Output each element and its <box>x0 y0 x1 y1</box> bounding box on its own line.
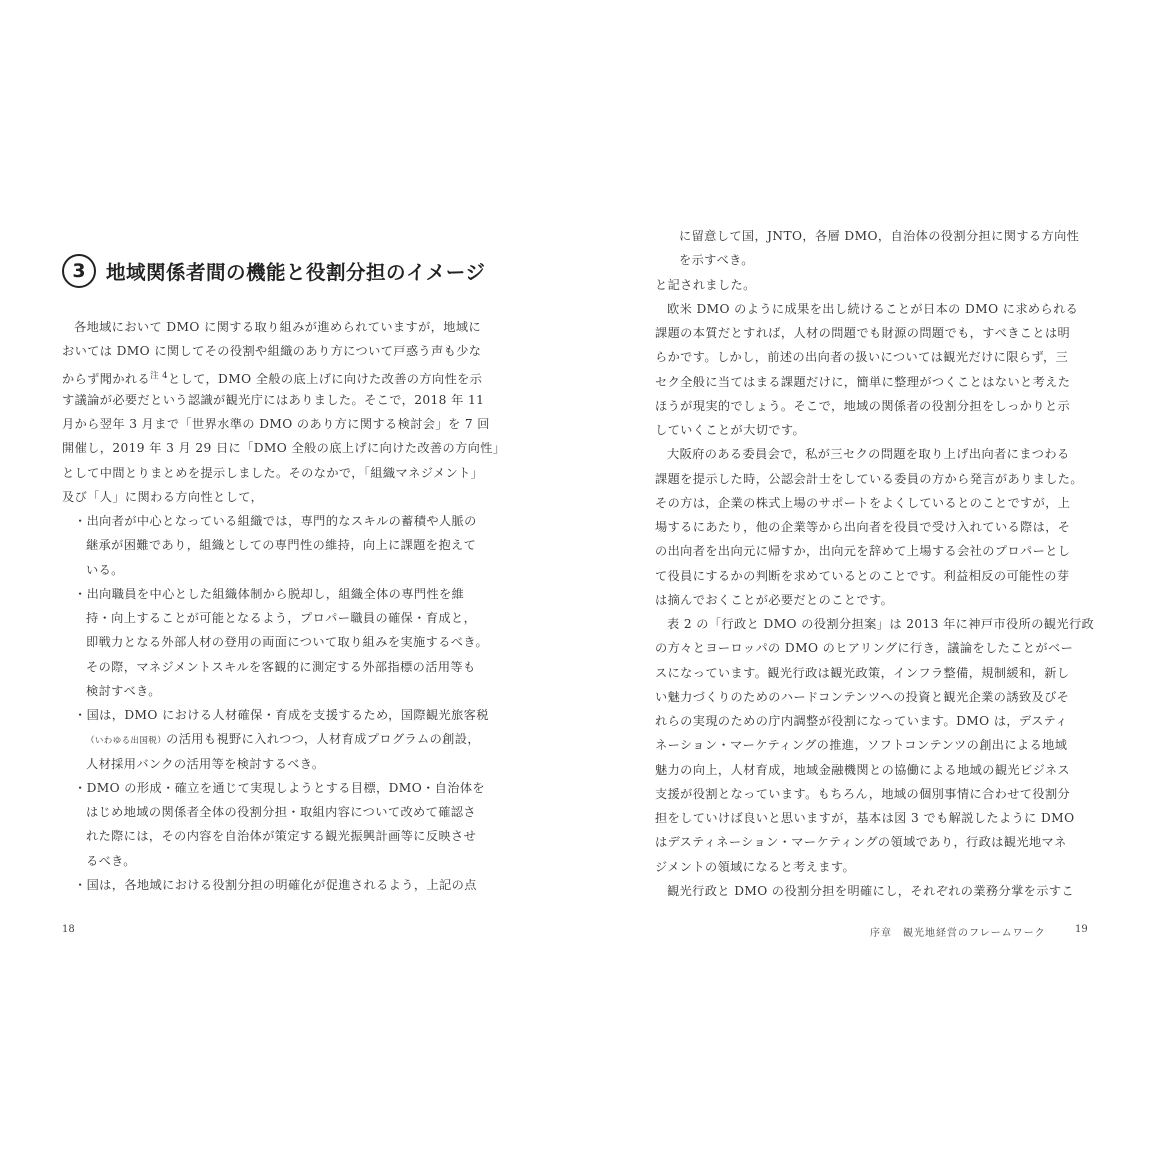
text-line: の方々とヨーロッパの DMO のヒアリングに行き，議論をしたことがベー <box>655 641 1074 656</box>
text-line: の出向者を出向元に帰すか，出向元を辞めて上場する会社のプロパーとし <box>655 544 1071 559</box>
text-line: していくことが大切です。 <box>655 423 806 437</box>
text-line: て役員にするかの判断を求めているとのことです。利益相反の可能性の芽 <box>655 568 1070 583</box>
text-line: 月から翌年 3 月まで「世界水準の DMO のあり方に関する検討会」を 7 回 <box>62 417 490 431</box>
text-line: 観光行政と DMO の役割分担を明確にし，それぞれの業務分掌を示すこ <box>667 883 1075 898</box>
text-line: と記されました。 <box>655 277 756 292</box>
text-line <box>62 364 505 388</box>
text-line: 継承が困難であり，組織としての専門性の維持，向上に課題を抱えて <box>86 538 477 553</box>
text-line: 課題を提示した時，公認会計士をしている委員の方から発言がありました。 <box>655 471 1083 486</box>
text-line: 課題の本質だとすれば，人材の問題でも財源の問題でも，すべきことは明 <box>655 326 1071 340</box>
text-line: す議論が必要だという認識が観光庁にはありました。そこで，2018 年 11 <box>62 392 485 407</box>
text-line: らかです。しかし，前述の出向者の扱いについては観光だけに限らず，三 <box>655 350 1069 365</box>
text-fragment: として，DMO 全般の底上げに向けた改善の方向性を示 <box>167 371 483 386</box>
text-line: 支援が役割となっています。もちろん，地域の個別事情に合わせて役割分 <box>655 786 1071 801</box>
text-fragment: からず聞かれる <box>62 371 151 386</box>
text-line: セク全般に当てはまる課題だけに，簡単に整理がつくことはないと考えた <box>655 374 1071 389</box>
text-line: ジメントの領域になると考えます。 <box>655 859 856 874</box>
text-line: スになっています。観光行政は観光政策，インフラ整備，規制緩和，新し <box>655 665 1070 680</box>
text-line: は摘んでおくことが必要だとのことです。 <box>655 592 894 607</box>
text-line: 検討すべき。 <box>86 683 161 698</box>
text-line: い魅力づくりのためのハードコンテンツへの投資と観光企業の誘致及びそ <box>655 689 1070 704</box>
bullet-line: ・国は，各地域における役割分担の明確化が促進されるよう，上記の点 <box>74 877 477 892</box>
text-line: おいては DMO に関してその役割や組織のあり方について戸惑う声も少な <box>62 344 482 359</box>
text-line: 表 2 の「行政と DMO の役割分担案」は 2013 年に神戸市役所の観光行政 <box>667 617 1095 631</box>
page-number-left: 18 <box>62 924 75 935</box>
text-line: 大阪府のある委員会で，私が三セクの問題を取り上げ出向者にまつわる <box>667 447 1070 462</box>
text-line: はデスティネーション・マーケティングの領域であり，行政は観光地マネ <box>655 835 1067 850</box>
bullet-line: ・DMO の形成・確立を通じて実現しようとする目標，DMO・自治体を <box>74 780 486 795</box>
text-line: 持・向上することが可能となるよう，プロパー職員の確保・育成と， <box>86 611 477 625</box>
footnote-marker: 注 4 <box>150 370 168 381</box>
text-line: に留意して国，JNTO，各層 DMO，自治体の役割分担に関する方向性 <box>679 229 1080 243</box>
right-body-text <box>655 224 1094 903</box>
bullet-line: ・出向職員を中心とした組織体制から脱却し，組織全体の専門性を維 <box>74 586 465 601</box>
text-line: 及び「人」に関わる方向性として， <box>62 489 264 504</box>
section-heading <box>62 254 485 288</box>
left-body-text <box>62 315 505 897</box>
text-line: いる。 <box>86 562 124 577</box>
running-head: 序章 観光地経営のフレームワーク <box>870 928 1046 939</box>
page-number-right: 19 <box>1075 924 1088 935</box>
small-note: （いわゆる出国税） <box>86 736 167 747</box>
text-line: はじめ地域の関係者全体の役割分担・取組内容について改めて確認さ <box>86 805 476 819</box>
text-line: 即戦力となる外部人材の登用の両面について取り組みを実施するべき。 <box>86 635 489 650</box>
text-line: として中間とりまとめを提示しました。そのなかで，「組織マネジメント」 <box>62 465 484 480</box>
text-line: その際，マネジメントスキルを客観的に測定する外部指標の活用等も <box>86 659 476 674</box>
text-line: を示すべき。 <box>679 253 754 268</box>
bullet-line: ・国は，DMO における人材確保・育成を支援するため，国際観光旅客税 <box>74 708 489 722</box>
text-line: れた際には，その内容を自治体が策定する観光振興計画等に反映させ <box>86 829 477 844</box>
text-line: 場するにあたり，他の企業等から出向者を役員で受け入れている際は，そ <box>655 520 1071 534</box>
text-line: 魅力の向上，人材育成，地域金融機関との協働による地域の観光ビジネス <box>655 762 1071 777</box>
text-line: 欧米 DMO のように成果を出し続けることが日本の DMO に求められる <box>667 301 1079 316</box>
text-line: 開催し，2019 年 3 月 29 日に「DMO 全般の底上げに向けた改善の方向性」 <box>62 441 506 456</box>
text-line: ネーション・マーケティングの推進，ソフトコンテンツの創出による地域 <box>655 738 1068 753</box>
section-title: 地域関係者間の機能と役割分担のイメージ <box>106 261 486 284</box>
text-line <box>62 727 505 751</box>
text-line: 人材採用バンクの活用等を検討するべき。 <box>86 756 325 771</box>
text-line: るべき。 <box>86 853 136 868</box>
text-line: れらの実現のための庁内調整が役割になっています。DMO は，デスティ <box>655 714 1068 728</box>
text-line: 担をしていけば良いと思いますが，基本は図 3 でも解説したように DMO <box>655 811 1075 825</box>
text-line: その方は，企業の株式上場のサポートをよくしているとのことですが，上 <box>655 495 1071 510</box>
text-fragment: の活用も視野に入れつつ，人材育成プログラムの創設， <box>166 732 480 747</box>
bullet-line: ・出向者が中心となっている組織では，専門的なスキルの蓄積や人脈の <box>74 514 477 528</box>
text-line: ほうが現実的でしょう。そこで，地域の関係者の役割分担をしっかりと示 <box>655 398 1071 413</box>
section-number-badge: 3 <box>62 254 96 288</box>
text-line: 各地域において DMO に関する取り組みが進められていますが，地域に <box>74 320 482 334</box>
